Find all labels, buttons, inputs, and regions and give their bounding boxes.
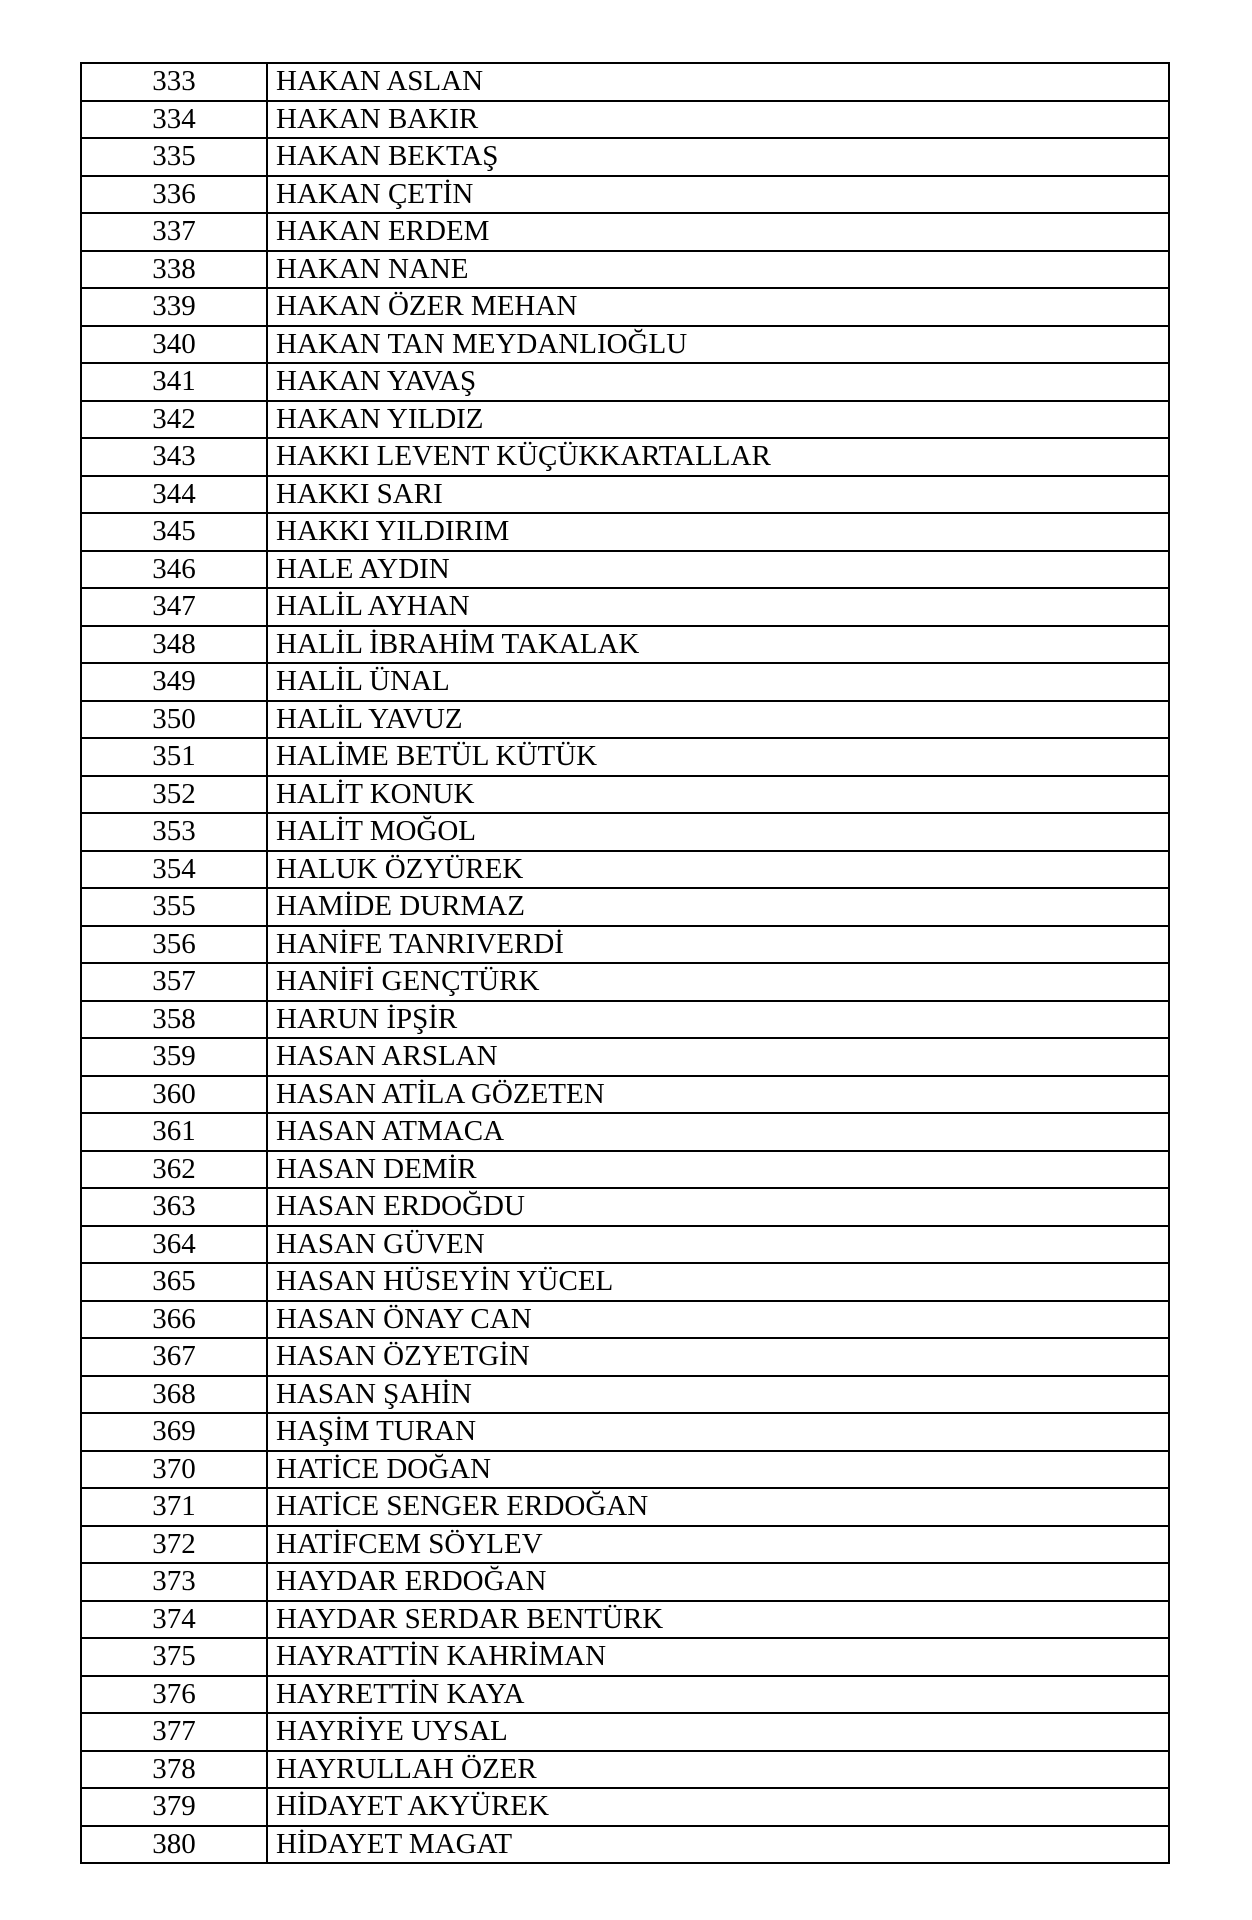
table-row [81,1713,1169,1751]
table-row [81,1376,1169,1414]
table-row [81,213,1169,251]
person-name-cell: HARUN İPŞİR [267,1001,1169,1039]
row-number-cell: 343 [81,438,267,476]
table-row [81,551,1169,589]
person-name-cell: HANİFİ GENÇTÜRK [267,963,1169,1001]
table-row [81,1263,1169,1301]
person-name-cell: HASAN ATMACA [267,1113,1169,1151]
table-row [81,738,1169,776]
row-number-cell: 351 [81,738,267,776]
table-row [81,288,1169,326]
person-name-cell: HASAN ERDOĞDU [267,1188,1169,1226]
row-number-cell: 355 [81,888,267,926]
row-number-cell: 368 [81,1376,267,1414]
row-number-cell: 359 [81,1038,267,1076]
row-number-cell: 361 [81,1113,267,1151]
person-name-cell: HALİL YAVUZ [267,701,1169,739]
row-number-cell: 348 [81,626,267,664]
table-row [81,813,1169,851]
person-name-cell: HAKAN ASLAN [267,63,1169,101]
row-number-cell: 347 [81,588,267,626]
person-name-cell: HAKAN YILDIZ [267,401,1169,439]
table-row [81,101,1169,139]
person-name-cell: HAKAN NANE [267,251,1169,289]
table-row [81,1226,1169,1264]
person-name-cell: HAYDAR ERDOĞAN [267,1563,1169,1601]
table-row [81,851,1169,889]
person-name-cell: HAKKI LEVENT KÜÇÜKKARTALLAR [267,438,1169,476]
row-number-cell: 333 [81,63,267,101]
person-name-cell: HASAN HÜSEYİN YÜCEL [267,1263,1169,1301]
row-number-cell: 379 [81,1788,267,1826]
person-name-cell: HAKKI YILDIRIM [267,513,1169,551]
row-number-cell: 363 [81,1188,267,1226]
person-name-cell: HAMİDE DURMAZ [267,888,1169,926]
table-row [81,513,1169,551]
row-number-cell: 335 [81,138,267,176]
person-name-cell: HALİL AYHAN [267,588,1169,626]
person-name-cell: HAŞİM TURAN [267,1413,1169,1451]
row-number-cell: 370 [81,1451,267,1489]
person-name-cell: HAYRİYE UYSAL [267,1713,1169,1751]
person-name-cell: HALE AYDIN [267,551,1169,589]
table-row [81,1338,1169,1376]
person-name-cell: HAKAN ÖZER MEHAN [267,288,1169,326]
row-number-cell: 334 [81,101,267,139]
row-number-cell: 354 [81,851,267,889]
person-name-cell: HATİFCEM SÖYLEV [267,1526,1169,1564]
table-row [81,663,1169,701]
row-number-cell: 360 [81,1076,267,1114]
person-name-cell: HATİCE DOĞAN [267,1451,1169,1489]
person-name-cell: HALİL ÜNAL [267,663,1169,701]
row-number-cell: 372 [81,1526,267,1564]
row-number-cell: 362 [81,1151,267,1189]
person-name-cell: HASAN ARSLAN [267,1038,1169,1076]
person-name-cell: HALİME BETÜL KÜTÜK [267,738,1169,776]
table-row [81,326,1169,364]
table-row [81,1526,1169,1564]
row-number-cell: 373 [81,1563,267,1601]
person-name-cell: HALİT MOĞOL [267,813,1169,851]
table-row [81,1451,1169,1489]
row-number-cell: 349 [81,663,267,701]
table-row [81,626,1169,664]
row-number-cell: 357 [81,963,267,1001]
row-number-cell: 367 [81,1338,267,1376]
row-number-cell: 366 [81,1301,267,1339]
person-name-cell: HASAN ŞAHİN [267,1376,1169,1414]
row-number-cell: 350 [81,701,267,739]
person-name-cell: HASAN ÖNAY CAN [267,1301,1169,1339]
table-row [81,401,1169,439]
table-row [81,176,1169,214]
person-name-cell: HAKAN ERDEM [267,213,1169,251]
person-name-cell: HAKAN TAN MEYDANLIOĞLU [267,326,1169,364]
table-row [81,1488,1169,1526]
table-row [81,1413,1169,1451]
person-name-cell: HAYDAR SERDAR BENTÜRK [267,1601,1169,1639]
row-number-cell: 358 [81,1001,267,1039]
row-number-cell: 376 [81,1676,267,1714]
row-number-cell: 344 [81,476,267,514]
row-number-cell: 339 [81,288,267,326]
row-number-cell: 338 [81,251,267,289]
person-name-cell: HAYRATTİN KAHRİMAN [267,1638,1169,1676]
table-row [81,776,1169,814]
person-name-cell: HALİL İBRAHİM TAKALAK [267,626,1169,664]
person-name-cell: HİDAYET AKYÜREK [267,1788,1169,1826]
table-row [81,701,1169,739]
person-name-cell: HAYRETTİN KAYA [267,1676,1169,1714]
table-row [81,1638,1169,1676]
person-name-cell: HASAN ÖZYETGİN [267,1338,1169,1376]
table-row [81,438,1169,476]
row-number-cell: 345 [81,513,267,551]
table-row [81,1751,1169,1789]
person-name-cell: HASAN ATİLA GÖZETEN [267,1076,1169,1114]
person-name-cell: HAKAN BAKIR [267,101,1169,139]
row-number-cell: 341 [81,363,267,401]
person-name-cell: HALİT KONUK [267,776,1169,814]
row-number-cell: 346 [81,551,267,589]
table-row [81,1038,1169,1076]
row-number-cell: 369 [81,1413,267,1451]
person-name-cell: HALUK ÖZYÜREK [267,851,1169,889]
name-list-table [80,62,1170,1864]
row-number-cell: 337 [81,213,267,251]
name-list-body [81,63,1169,1863]
table-row [81,1076,1169,1114]
row-number-cell: 377 [81,1713,267,1751]
table-row [81,1826,1169,1864]
table-row [81,888,1169,926]
table-row [81,63,1169,101]
person-name-cell: HİDAYET MAGAT [267,1826,1169,1864]
table-row [81,1563,1169,1601]
row-number-cell: 380 [81,1826,267,1864]
table-row [81,138,1169,176]
table-row [81,926,1169,964]
table-row [81,963,1169,1001]
person-name-cell: HANİFE TANRIVERDİ [267,926,1169,964]
table-row [81,1601,1169,1639]
person-name-cell: HASAN DEMİR [267,1151,1169,1189]
row-number-cell: 353 [81,813,267,851]
row-number-cell: 340 [81,326,267,364]
row-number-cell: 352 [81,776,267,814]
table-row [81,1788,1169,1826]
row-number-cell: 336 [81,176,267,214]
table-row [81,1151,1169,1189]
person-name-cell: HAKAN ÇETİN [267,176,1169,214]
table-row [81,476,1169,514]
table-row [81,363,1169,401]
person-name-cell: HAKKI SARI [267,476,1169,514]
person-name-cell: HAKAN YAVAŞ [267,363,1169,401]
table-row [81,1301,1169,1339]
row-number-cell: 342 [81,401,267,439]
row-number-cell: 356 [81,926,267,964]
person-name-cell: HATİCE SENGER ERDOĞAN [267,1488,1169,1526]
table-row [81,1001,1169,1039]
table-row [81,1113,1169,1151]
table-row [81,1188,1169,1226]
person-name-cell: HAYRULLAH ÖZER [267,1751,1169,1789]
row-number-cell: 378 [81,1751,267,1789]
row-number-cell: 375 [81,1638,267,1676]
table-row [81,251,1169,289]
row-number-cell: 374 [81,1601,267,1639]
person-name-cell: HASAN GÜVEN [267,1226,1169,1264]
row-number-cell: 371 [81,1488,267,1526]
table-row [81,588,1169,626]
table-row [81,1676,1169,1714]
person-name-cell: HAKAN BEKTAŞ [267,138,1169,176]
row-number-cell: 365 [81,1263,267,1301]
row-number-cell: 364 [81,1226,267,1264]
